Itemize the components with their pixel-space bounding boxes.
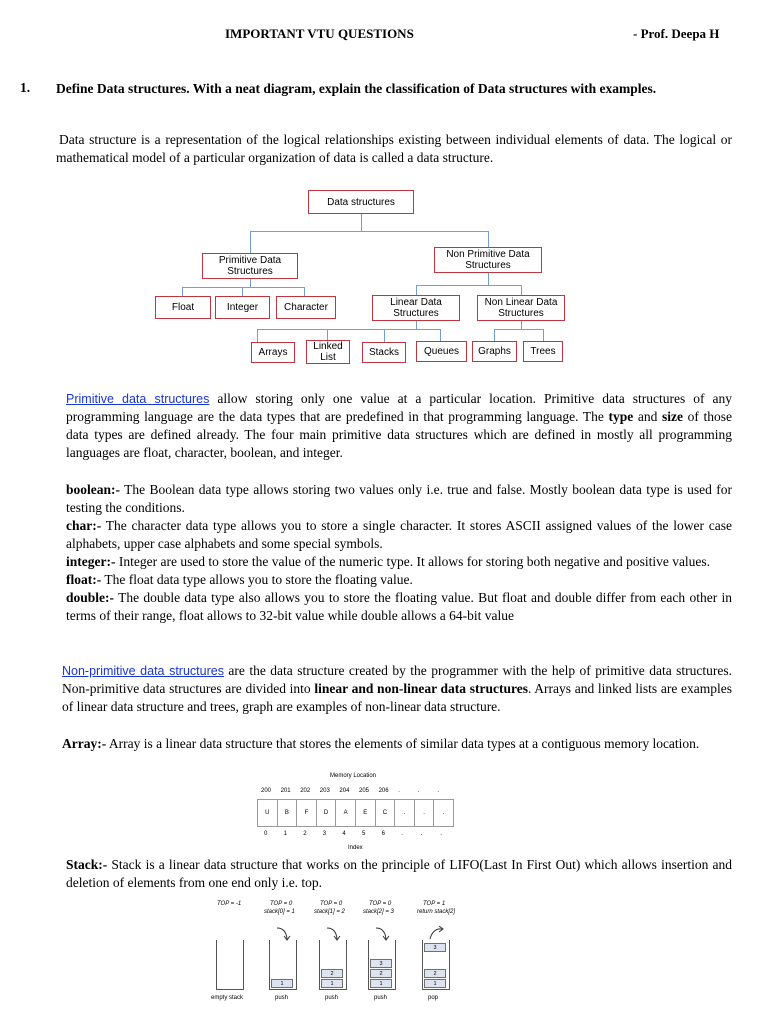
array-figure bbox=[250, 770, 470, 854]
array-index: 2 bbox=[303, 831, 307, 837]
stack-caption: push bbox=[325, 995, 339, 1001]
stack-container bbox=[216, 940, 244, 990]
array-cell: B bbox=[277, 799, 298, 827]
question-text: Define Data structures. With a neat diagram, explain the classification of Data structures with examples. bbox=[56, 81, 657, 96]
document-author: - Prof. Deepa H bbox=[633, 26, 720, 41]
document-title: IMPORTANT VTU QUESTIONS bbox=[225, 26, 414, 41]
stack-cell: 1 bbox=[321, 979, 343, 988]
array-cell: D bbox=[316, 799, 337, 827]
array-index: . bbox=[440, 831, 443, 837]
array-index: 3 bbox=[322, 831, 327, 837]
stack-caption: pop bbox=[428, 995, 439, 1001]
type-char: char:- The character data type allows you to store a single character. It stores ASCII assigned values of the lower case alphabets, upper case alphabets and some special symbols. bbox=[66, 518, 732, 551]
array-cell: E bbox=[355, 799, 376, 827]
memory-address: . bbox=[398, 788, 400, 794]
array-cell: U bbox=[257, 799, 278, 827]
array-cell: A bbox=[335, 799, 356, 827]
stack-caption: push bbox=[374, 995, 388, 1001]
stack-top-label: TOP = 0 bbox=[320, 901, 343, 907]
node-linear: Linear Data Structures bbox=[372, 295, 460, 321]
memory-address: . bbox=[417, 788, 420, 794]
array-index: . bbox=[420, 831, 423, 837]
intro-paragraph: Data structure is a representation of the logical relationships existing between individual elements of data. The logical or mathematical model of a particular organization of data is called a data structure. bbox=[56, 132, 732, 165]
array-cell: . bbox=[394, 799, 415, 827]
popped-cell: 3 bbox=[424, 943, 446, 952]
array-index: 5 bbox=[362, 831, 366, 837]
stack-cell: 2 bbox=[321, 969, 343, 978]
node-stacks: Stacks bbox=[362, 342, 406, 363]
memory-address: 202 bbox=[300, 788, 311, 794]
non-primitive-link[interactable]: Non-primitive data structures bbox=[62, 664, 224, 678]
node-non-linear: Non Linear Data Structures bbox=[477, 295, 565, 321]
array-index: . bbox=[401, 831, 403, 837]
stack-cell: 2 bbox=[424, 969, 446, 978]
node-data-structures: Data structures bbox=[308, 190, 414, 214]
stack-cell: 1 bbox=[271, 979, 293, 988]
primitive-paragraph: Primitive data structures allow storing only one value at a particular location. Primitive data structures of any programming language are the data types that are predefined in that programming language. The type and size of those data types are defined already. The four main primitive data structures which are defined in mostly all programming languages are float, character, boolean, and integer. bbox=[66, 391, 732, 460]
array-cell: . bbox=[433, 799, 454, 827]
stack-op-label: stack[1] = 2 bbox=[314, 909, 345, 915]
stack-top-label: TOP = 0 bbox=[369, 901, 392, 907]
pop-arrow-icon bbox=[427, 925, 447, 943]
stack-top-label: TOP = -1 bbox=[217, 901, 242, 907]
memory-address: 206 bbox=[378, 788, 389, 794]
memory-address: . bbox=[437, 788, 440, 794]
memory-location-label: Memory Location bbox=[330, 773, 377, 779]
array-cell: . bbox=[414, 799, 435, 827]
data-types-list bbox=[66, 481, 732, 625]
memory-address: 203 bbox=[319, 788, 330, 794]
memory-address: 205 bbox=[359, 788, 370, 794]
node-linked-list: Linked List bbox=[306, 340, 350, 364]
node-primitive: Primitive Data Structures bbox=[202, 253, 298, 279]
non-primitive-paragraph: Non-primitive data structures are the data structure created by the programmer with the help of primitive data structures. Non-primitive data structures are divided into linear and non-linear data structures. Arrays and linked lists are examples of linear data structure and trees, graph are examples of non-linear data structure. bbox=[62, 663, 733, 714]
stack-top-label: TOP = 0 bbox=[270, 901, 293, 907]
push-arrow-icon bbox=[324, 925, 344, 943]
array-index: 6 bbox=[381, 831, 385, 837]
memory-address: 201 bbox=[280, 788, 291, 794]
stack-op-label: return stack[2] bbox=[417, 909, 456, 915]
stack-cell: 1 bbox=[370, 979, 392, 988]
node-integer: Integer bbox=[215, 296, 270, 319]
array-index: 4 bbox=[342, 831, 346, 837]
stack-figure bbox=[205, 899, 475, 1009]
node-arrays: Arrays bbox=[251, 342, 295, 363]
memory-address: 200 bbox=[261, 788, 272, 794]
array-cell: C bbox=[375, 799, 396, 827]
memory-address: 204 bbox=[339, 788, 350, 794]
classification-diagram bbox=[150, 183, 568, 371]
stack-cell: 2 bbox=[370, 969, 392, 978]
stack-caption: empty stack bbox=[211, 995, 244, 1001]
stack-op-label: stack[0] = 1 bbox=[264, 909, 295, 915]
stack-cell: 3 bbox=[370, 959, 392, 968]
type-boolean: boolean:- The Boolean data type allows storing two values only i.e. true and false. Mostly boolean data type is used for testing the conditions. bbox=[66, 482, 732, 515]
push-arrow-icon bbox=[274, 925, 294, 943]
node-queues: Queues bbox=[416, 341, 467, 362]
stack-cell: 1 bbox=[424, 979, 446, 988]
type-float: float:- The float data type allows you to store the floating value. bbox=[66, 572, 413, 587]
node-character: Character bbox=[276, 296, 336, 319]
stack-caption: push bbox=[275, 995, 289, 1001]
stack-op-label: stack[2] = 3 bbox=[363, 909, 394, 915]
type-integer: integer:- Integer are used to store the value of the numeric type. It allows for storing both negative and positive values. bbox=[66, 554, 711, 569]
stack-paragraph: Stack:- Stack is a linear data structure that works on the principle of LIFO(Last In First Out) which allows insertion and deletion of elements from one end only i.e. top. bbox=[66, 857, 732, 890]
primitive-link[interactable]: Primitive data structures bbox=[66, 392, 210, 406]
node-non-primitive: Non Primitive Data Structures bbox=[434, 247, 542, 273]
node-trees: Trees bbox=[523, 341, 563, 362]
push-arrow-icon bbox=[373, 925, 393, 943]
array-cell: F bbox=[296, 799, 317, 827]
node-float: Float bbox=[155, 296, 211, 319]
question-number: 1. bbox=[20, 80, 31, 95]
type-double: double:- The double data type also allows you to store the floating value. But float and double differ from each other in terms of their range, float allows to 32-bit value while double allows a 64-bit value bbox=[66, 590, 732, 623]
array-index: 1 bbox=[283, 831, 287, 837]
array-paragraph: Array:- Array is a linear data structure that stores the elements of similar data types at a contiguous memory location. bbox=[62, 736, 700, 751]
index-label: Index bbox=[348, 845, 363, 851]
array-index: 0 bbox=[264, 831, 268, 837]
stack-top-label: TOP = 1 bbox=[423, 901, 446, 907]
node-graphs: Graphs bbox=[472, 341, 517, 362]
